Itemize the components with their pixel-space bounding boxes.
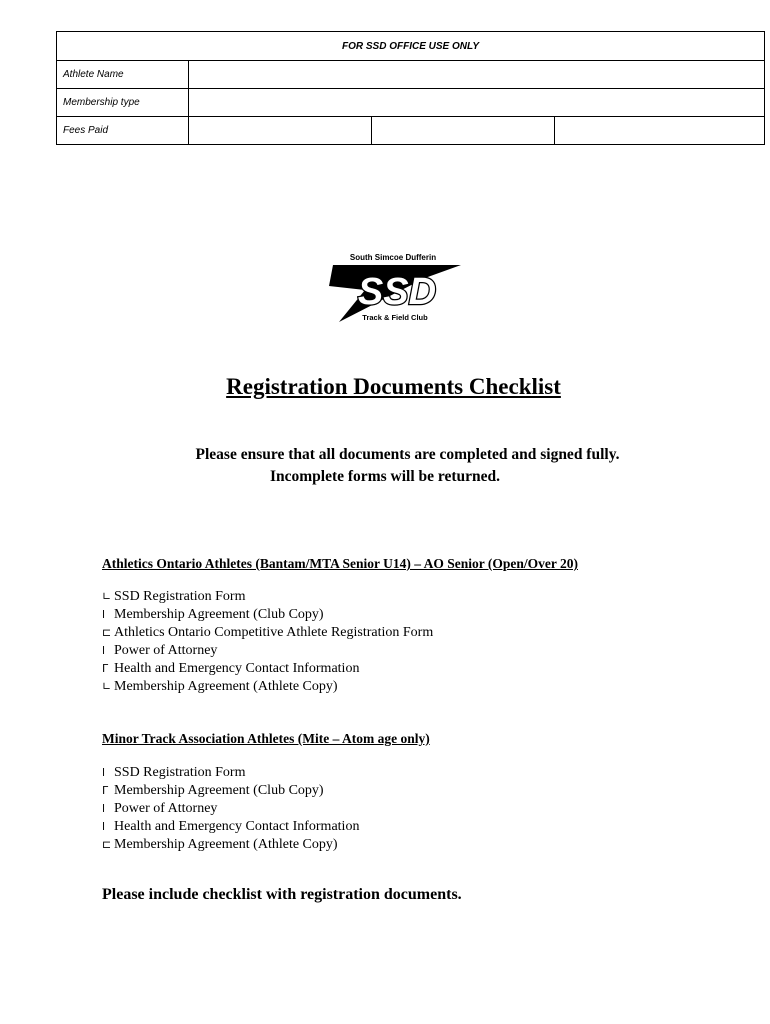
section2-checklist <box>102 764 359 854</box>
checklist-item-label: Membership Agreement (Athlete Copy) <box>114 837 338 852</box>
checkbox-icon[interactable]: ∟ <box>102 680 112 693</box>
membership-type-label: Membership type <box>57 89 189 117</box>
page-title: Registration Documents Checklist <box>226 374 561 399</box>
checklist-item-label: Power of Attorney <box>114 643 218 658</box>
checklist-item-label: Athletics Ontario Competitive Athlete Registration Form <box>114 625 434 640</box>
checklist-item-label: Membership Agreement (Club Copy) <box>114 607 324 622</box>
fees-paid-field-3[interactable] <box>555 117 765 145</box>
ssd-logo <box>325 250 465 326</box>
logo-main-text: SSD <box>357 271 437 313</box>
checklist-item-label: SSD Registration Form <box>114 589 246 604</box>
athlete-name-field[interactable] <box>189 61 765 89</box>
footer-note: Please include checklist with registration documents. <box>102 886 462 903</box>
checklist-item-label: Membership Agreement (Club Copy) <box>114 783 324 798</box>
checklist-item <box>102 800 359 818</box>
checklist-item <box>102 678 433 696</box>
checklist-item <box>102 836 359 854</box>
checkbox-icon[interactable]: Γ <box>102 662 109 675</box>
logo-bottom-text: Track & Field Club <box>362 313 428 322</box>
checklist-item <box>102 764 359 782</box>
checklist-item <box>102 642 433 660</box>
fees-paid-field-1[interactable] <box>189 117 372 145</box>
checklist-item <box>102 606 433 624</box>
checkbox-icon[interactable]: ⊏ <box>102 838 112 851</box>
logo-top-text: South Simcoe Dufferin <box>349 253 437 262</box>
checkbox-icon[interactable]: Γ <box>102 784 109 797</box>
fees-paid-field-2[interactable] <box>372 117 555 145</box>
checkbox-icon[interactable]: l <box>102 802 106 815</box>
checklist-item-label: Power of Attorney <box>114 801 218 816</box>
checkbox-icon[interactable]: l <box>102 608 106 621</box>
athlete-name-label: Athlete Name <box>57 61 189 89</box>
office-use-table <box>56 31 765 145</box>
checklist-item <box>102 660 433 678</box>
instruction-line-2: Incomplete forms will be returned. <box>269 468 501 485</box>
checklist-item-label: Health and Emergency Contact Information <box>114 661 360 676</box>
membership-type-field[interactable] <box>189 89 765 117</box>
section2-heading: Minor Track Association Athletes (Mite – Atom age only) <box>102 731 430 746</box>
checklist-item-label: SSD Registration Form <box>114 765 246 780</box>
checklist-item-label: Membership Agreement (Athlete Copy) <box>114 679 338 694</box>
checkbox-icon[interactable]: ∟ <box>102 590 112 603</box>
checklist-item <box>102 818 359 836</box>
checklist-item <box>102 588 433 606</box>
checkbox-icon[interactable]: l <box>102 766 106 779</box>
checklist-item-label: Health and Emergency Contact Information <box>114 819 360 834</box>
checkbox-icon[interactable]: l <box>102 644 106 657</box>
office-use-header: FOR SSD OFFICE USE ONLY <box>57 32 765 61</box>
checklist-item <box>102 782 359 800</box>
checkbox-icon[interactable]: l <box>102 820 106 833</box>
section1-checklist <box>102 588 433 696</box>
fees-paid-label: Fees Paid <box>57 117 189 145</box>
checkbox-icon[interactable]: ⊏ <box>102 626 112 639</box>
section1-heading: Athletics Ontario Athletes (Bantam/MTA Senior U14) – AO Senior (Open/Over 20) <box>102 556 578 571</box>
checklist-item <box>102 624 433 642</box>
instruction-line-1: Please ensure that all documents are completed and signed fully. <box>195 446 620 463</box>
